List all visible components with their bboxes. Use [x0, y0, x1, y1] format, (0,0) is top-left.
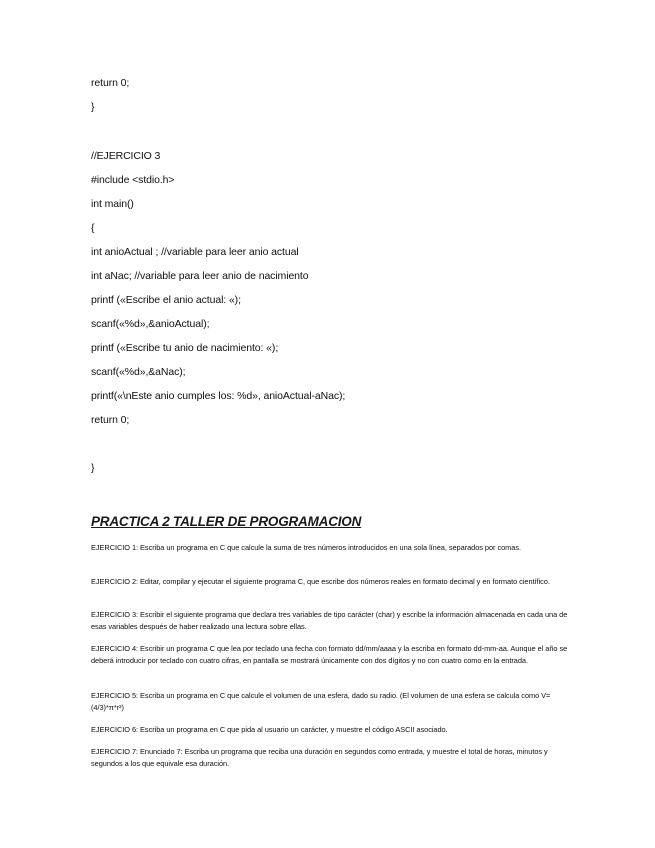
exercise-5: EJERCICIO 5: Escriba un programa en C que calcule el volumen de una esfera, dado su radio. (El volumen de una esfera se calcula como V=(4/3)*π*r³)	[91, 691, 551, 712]
exercise-4: EJERCICIO 4: Escribir un programa C que lea por teclado una fecha con formato dd/mm/aaaa y la escriba en formato dd-mm-aa. Aunque el año se deberá introducir por teclado con cuatro cifras, en pantalla se mostrará únicamente con dos dígitos y no con cuatro como en la entrada.	[91, 644, 568, 665]
exercise-7: EJERCICIO 7: Enunciado 7: Escriba un programa que reciba una duración en segundos como entrada, y muestre el total de horas, minutos y segundos a los que equivale esa duración.	[91, 747, 548, 768]
exercise-6: EJERCICIO 6: Escriba un programa en C que pida al usuario un carácter, y muestre el código ASCII asociado.	[91, 725, 448, 734]
exercise-3: EJERCICIO 3: Escribir el siguiente programa que declara tres variables de tipo carácter (char) y escribe la información almacenada en cada una de esas variables después de haber realizado una lectura sobre ellas.	[91, 610, 568, 631]
code-line: return 0;	[91, 77, 130, 89]
code-comment: //EJERCICIO 3	[91, 150, 161, 162]
code-line: int aNac; //variable para leer anio de nacimiento	[91, 270, 309, 282]
exercise-2: EJERCICIO 2: Editar, compilar y ejecutar el siguiente programa C, que escribe dos números reales en formato decimal y en formato científico.	[91, 577, 550, 586]
practice-title: PRACTICA 2 TALLER DE PROGRAMACION	[91, 514, 362, 529]
code-line: int main()	[91, 198, 134, 210]
code-line: int anioActual ; //variable para leer anio actual	[91, 246, 299, 258]
code-line: scanf(«%d»,&aNac);	[91, 366, 186, 378]
code-line: {	[91, 222, 95, 234]
code-line: }	[91, 101, 95, 113]
code-line: return 0;	[91, 414, 130, 426]
code-line: printf («Escribe tu anio de nacimiento: «);	[91, 342, 279, 354]
code-line: printf(«\nEste anio cumples los: %d», anioActual-aNac);	[91, 390, 346, 402]
exercise-1: EJERCICIO 1: Escriba un programa en C que calcule la suma de tres números introducidos en una sola línea, separados por comas.	[91, 543, 521, 552]
code-line: scanf(«%d»,&anioActual);	[91, 318, 210, 330]
code-line: #include <stdio.h>	[91, 174, 175, 186]
code-line: }	[91, 462, 95, 474]
code-line: printf («Escribe el anio actual: «);	[91, 294, 241, 306]
